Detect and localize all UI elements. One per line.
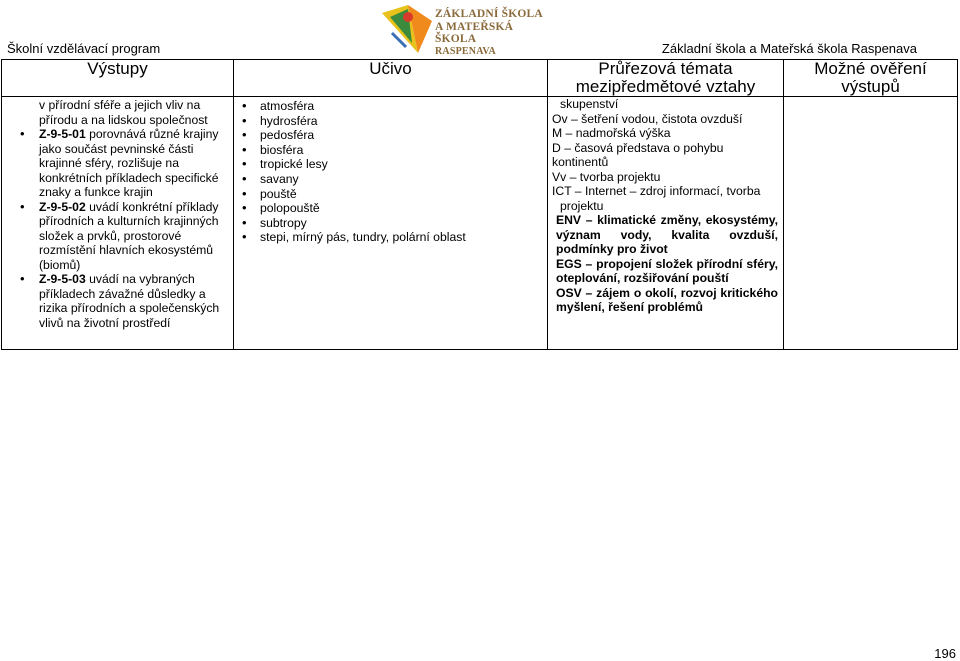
header-vystupy: Výstupy [2, 60, 234, 97]
cross-topic-env: ENV – klimatické změny, ekosystémy, význam vody, kvalita ovzduší, podmínky pro život [556, 213, 778, 256]
cross-topic-line: ICT – Internet – zdroj informací, tvorba [552, 184, 761, 198]
logo-line-1: ZÁKLADNÍ ŠKOLA [435, 8, 543, 20]
list-item [39, 127, 229, 200]
header-mozne-overeni: Možné ověření výstupů [784, 60, 958, 97]
cell-ucivo [234, 97, 548, 350]
header-ucivo: Učivo [234, 60, 548, 97]
output-text: uvádí konkrétní příklady přírodních a kulturních krajinných složek a prvků, prostorové rozmístění hlavních ekosystémů (biomů) [39, 199, 219, 272]
cross-topic-line: Ov – šetření vodou, čistota ovzduší [552, 111, 743, 126]
cell-mozne-overeni [784, 97, 958, 350]
school-logo [378, 3, 548, 55]
cross-topic-osv: OSV – zájem o okolí, rozvoj kritického myšlení, řešení problémů [556, 285, 778, 314]
curriculum-table [1, 59, 958, 350]
cross-topic-line: skupenství [560, 97, 619, 111]
cross-topic-line: D – časová představa o pohybu kontinentů [552, 140, 724, 169]
output-text: porovnává různé krajiny jako součást pevninské části krajinné sféry, rozlišuje na konkrétních příkladech specifické znaky a funkce krajin [39, 127, 219, 199]
output-code: Z-9-5-01 [39, 127, 86, 141]
list-item: • subtropy [260, 216, 547, 231]
list-item: • pedosféra [260, 128, 547, 143]
header-prurezova-temata: Průřezová témata mezipředmětové vztahy [548, 60, 784, 97]
logo-line-2: A MATEŘSKÁ ŠKOLA [435, 20, 514, 45]
list-item [39, 272, 229, 330]
list-item [39, 200, 229, 273]
school-program-header: Školní vzdělávací program [7, 41, 161, 56]
list-item: • polopouště [260, 201, 547, 216]
cross-topic-line: Vv – tvorba projektu [552, 169, 661, 184]
school-name-header: Základní škola a Mateřská škola Raspenava [661, 41, 917, 56]
output-code: Z-9-5-03 [39, 272, 86, 286]
ucivo-list [234, 97, 547, 245]
vystupy-list [39, 127, 229, 330]
output-text: uvádí na vybraných příkladech závažné důsledky a rizika přírodních a společenských vlivů na životní prostředí [39, 272, 220, 330]
cross-topic-line: projektu [560, 198, 604, 213]
list-item: • hydrosféra [260, 114, 547, 129]
school-logo-emblem-icon [378, 3, 434, 55]
list-item: • pouště [260, 187, 547, 202]
cell-prurezova-temata [548, 97, 784, 350]
list-item: • biosféra [260, 143, 547, 158]
cross-topic-line: M – nadmořská výška [552, 126, 671, 140]
logo-line-3: RASPENAVA [435, 45, 496, 57]
vystupy-lead-text: v přírodní sféře a jejich vliv na přírodu a na lidskou společnost [39, 98, 208, 127]
cell-vystupy [2, 97, 234, 350]
page-number: 196 [934, 646, 956, 661]
list-item: • atmosféra [260, 99, 547, 114]
cross-topic-egs: EGS – propojení složek přírodní sféry, oteplování, rozšiřování pouští [556, 256, 778, 285]
list-item: • savany [260, 172, 547, 187]
output-code: Z-9-5-02 [39, 199, 86, 214]
list-item: • tropické lesy [260, 157, 547, 172]
list-item: • stepi, mírný pás, tundry, polární oblast [260, 230, 547, 245]
